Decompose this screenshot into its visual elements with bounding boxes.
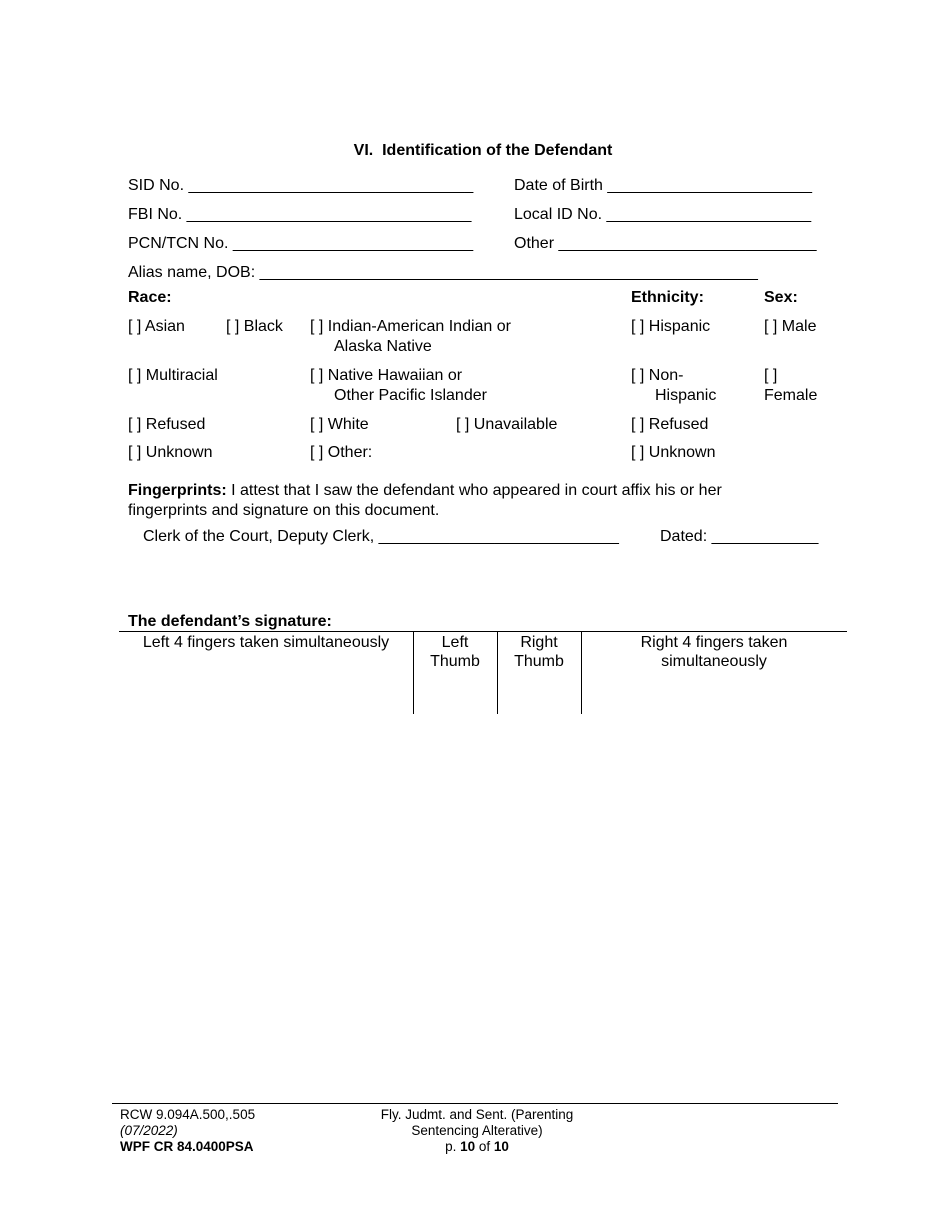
race-multiracial-checkbox[interactable]: [ ] Multiracial (128, 367, 218, 384)
ethnicity-hispanic-checkbox[interactable]: [ ] Hispanic (631, 318, 711, 335)
fingerprints-label: Fingerprints: (128, 482, 227, 499)
local-id-field[interactable]: Local ID No. _______________________ (514, 206, 812, 223)
footer-doc-title-cont: Sentencing Alterative) (411, 1123, 543, 1138)
footer-rcw: RCW 9.094A.500,.505 (120, 1107, 256, 1122)
race-other-checkbox[interactable]: [ ] Other: (310, 444, 373, 461)
dated-field[interactable]: Dated: ____________ (660, 528, 819, 545)
footer-page-number (347, 1139, 607, 1155)
right-four-fingers-box[interactable] (581, 633, 847, 671)
race-asian-checkbox[interactable]: [ ] Asian (128, 318, 185, 335)
page-current: 10 (460, 1139, 476, 1154)
footer-doc-title: Fly. Judmt. and Sent. (Parenting (380, 1107, 574, 1122)
right-thumb-box[interactable] (497, 633, 581, 671)
footer-form-number: WPF CR 84.0400PSA (120, 1139, 254, 1154)
race-black-checkbox[interactable]: [ ] Black (226, 318, 283, 335)
sex-female-checkbox[interactable]: [ ] (764, 367, 778, 384)
section-title: VI. Identification of the Defendant (353, 142, 613, 159)
sex-female-label: Female (764, 387, 818, 404)
sex-heading: Sex: (764, 289, 798, 306)
sex-male-checkbox[interactable]: [ ] Male (764, 318, 817, 335)
sid-field[interactable]: SID No. ________________________________ (128, 177, 474, 194)
ethnicity-non-hispanic-checkbox[interactable]: [ ] Non- (631, 367, 684, 384)
right-four-fingers-label-cont: simultaneously (661, 653, 767, 670)
alias-field[interactable]: Alias name, DOB: ________________________________________________________ (128, 264, 758, 281)
page-prefix: p. (445, 1139, 461, 1154)
fingerprints-text-line1: I attest that I saw the defendant who appeared in court affix his or her (226, 482, 722, 499)
left-thumb-label: Left (441, 634, 469, 651)
race-hawaiian-label-cont: Other Pacific Islander (334, 387, 487, 404)
defendant-signature-label: The defendant’s signature: (128, 613, 332, 630)
left-thumb-label-cont: Thumb (430, 653, 480, 670)
page-of: of (475, 1139, 494, 1154)
other-id-field[interactable]: Other _____________________________ (514, 235, 817, 252)
race-hawaiian-checkbox[interactable]: [ ] Native Hawaiian or (310, 367, 463, 384)
race-white-checkbox[interactable]: [ ] White (310, 416, 369, 433)
footer-rule (112, 1103, 838, 1104)
right-four-fingers-label: Right 4 fingers taken (640, 634, 788, 651)
ethnicity-unknown-checkbox[interactable]: [ ] Unknown (631, 444, 716, 461)
fingerprints-attestation (128, 481, 722, 500)
right-thumb-label: Right (520, 634, 558, 651)
signature-line (119, 631, 847, 632)
pcn-field[interactable]: PCN/TCN No. ___________________________ (128, 235, 474, 252)
ethnicity-refused-checkbox[interactable]: [ ] Refused (631, 416, 709, 433)
ethnicity-non-hispanic-label-cont: Hispanic (655, 387, 717, 404)
dob-field[interactable]: Date of Birth _______________________ (514, 177, 813, 194)
fingerprints-text-line2: fingerprints and signature on this document. (128, 502, 440, 519)
clerk-signature-field[interactable]: Clerk of the Court, Deputy Clerk, ___________________________ (143, 528, 619, 545)
left-four-fingers-box[interactable] (119, 633, 413, 652)
ethnicity-heading: Ethnicity: (631, 289, 704, 306)
left-thumb-box[interactable] (413, 633, 497, 671)
race-unknown-checkbox[interactable]: [ ] Unknown (128, 444, 213, 461)
race-refused-checkbox[interactable]: [ ] Refused (128, 416, 206, 433)
fbi-field[interactable]: FBI No. ________________________________ (128, 206, 472, 223)
race-indian-checkbox[interactable]: [ ] Indian-American Indian or (310, 318, 511, 335)
race-unavailable-checkbox[interactable]: [ ] Unavailable (456, 416, 558, 433)
left-four-fingers-label: Left 4 fingers taken simultaneously (142, 634, 390, 651)
right-thumb-label-cont: Thumb (514, 653, 564, 670)
page-total: 10 (493, 1139, 509, 1154)
race-heading: Race: (128, 289, 172, 306)
footer-date: (07/2022) (120, 1123, 178, 1138)
race-indian-label-cont: Alaska Native (334, 338, 432, 355)
